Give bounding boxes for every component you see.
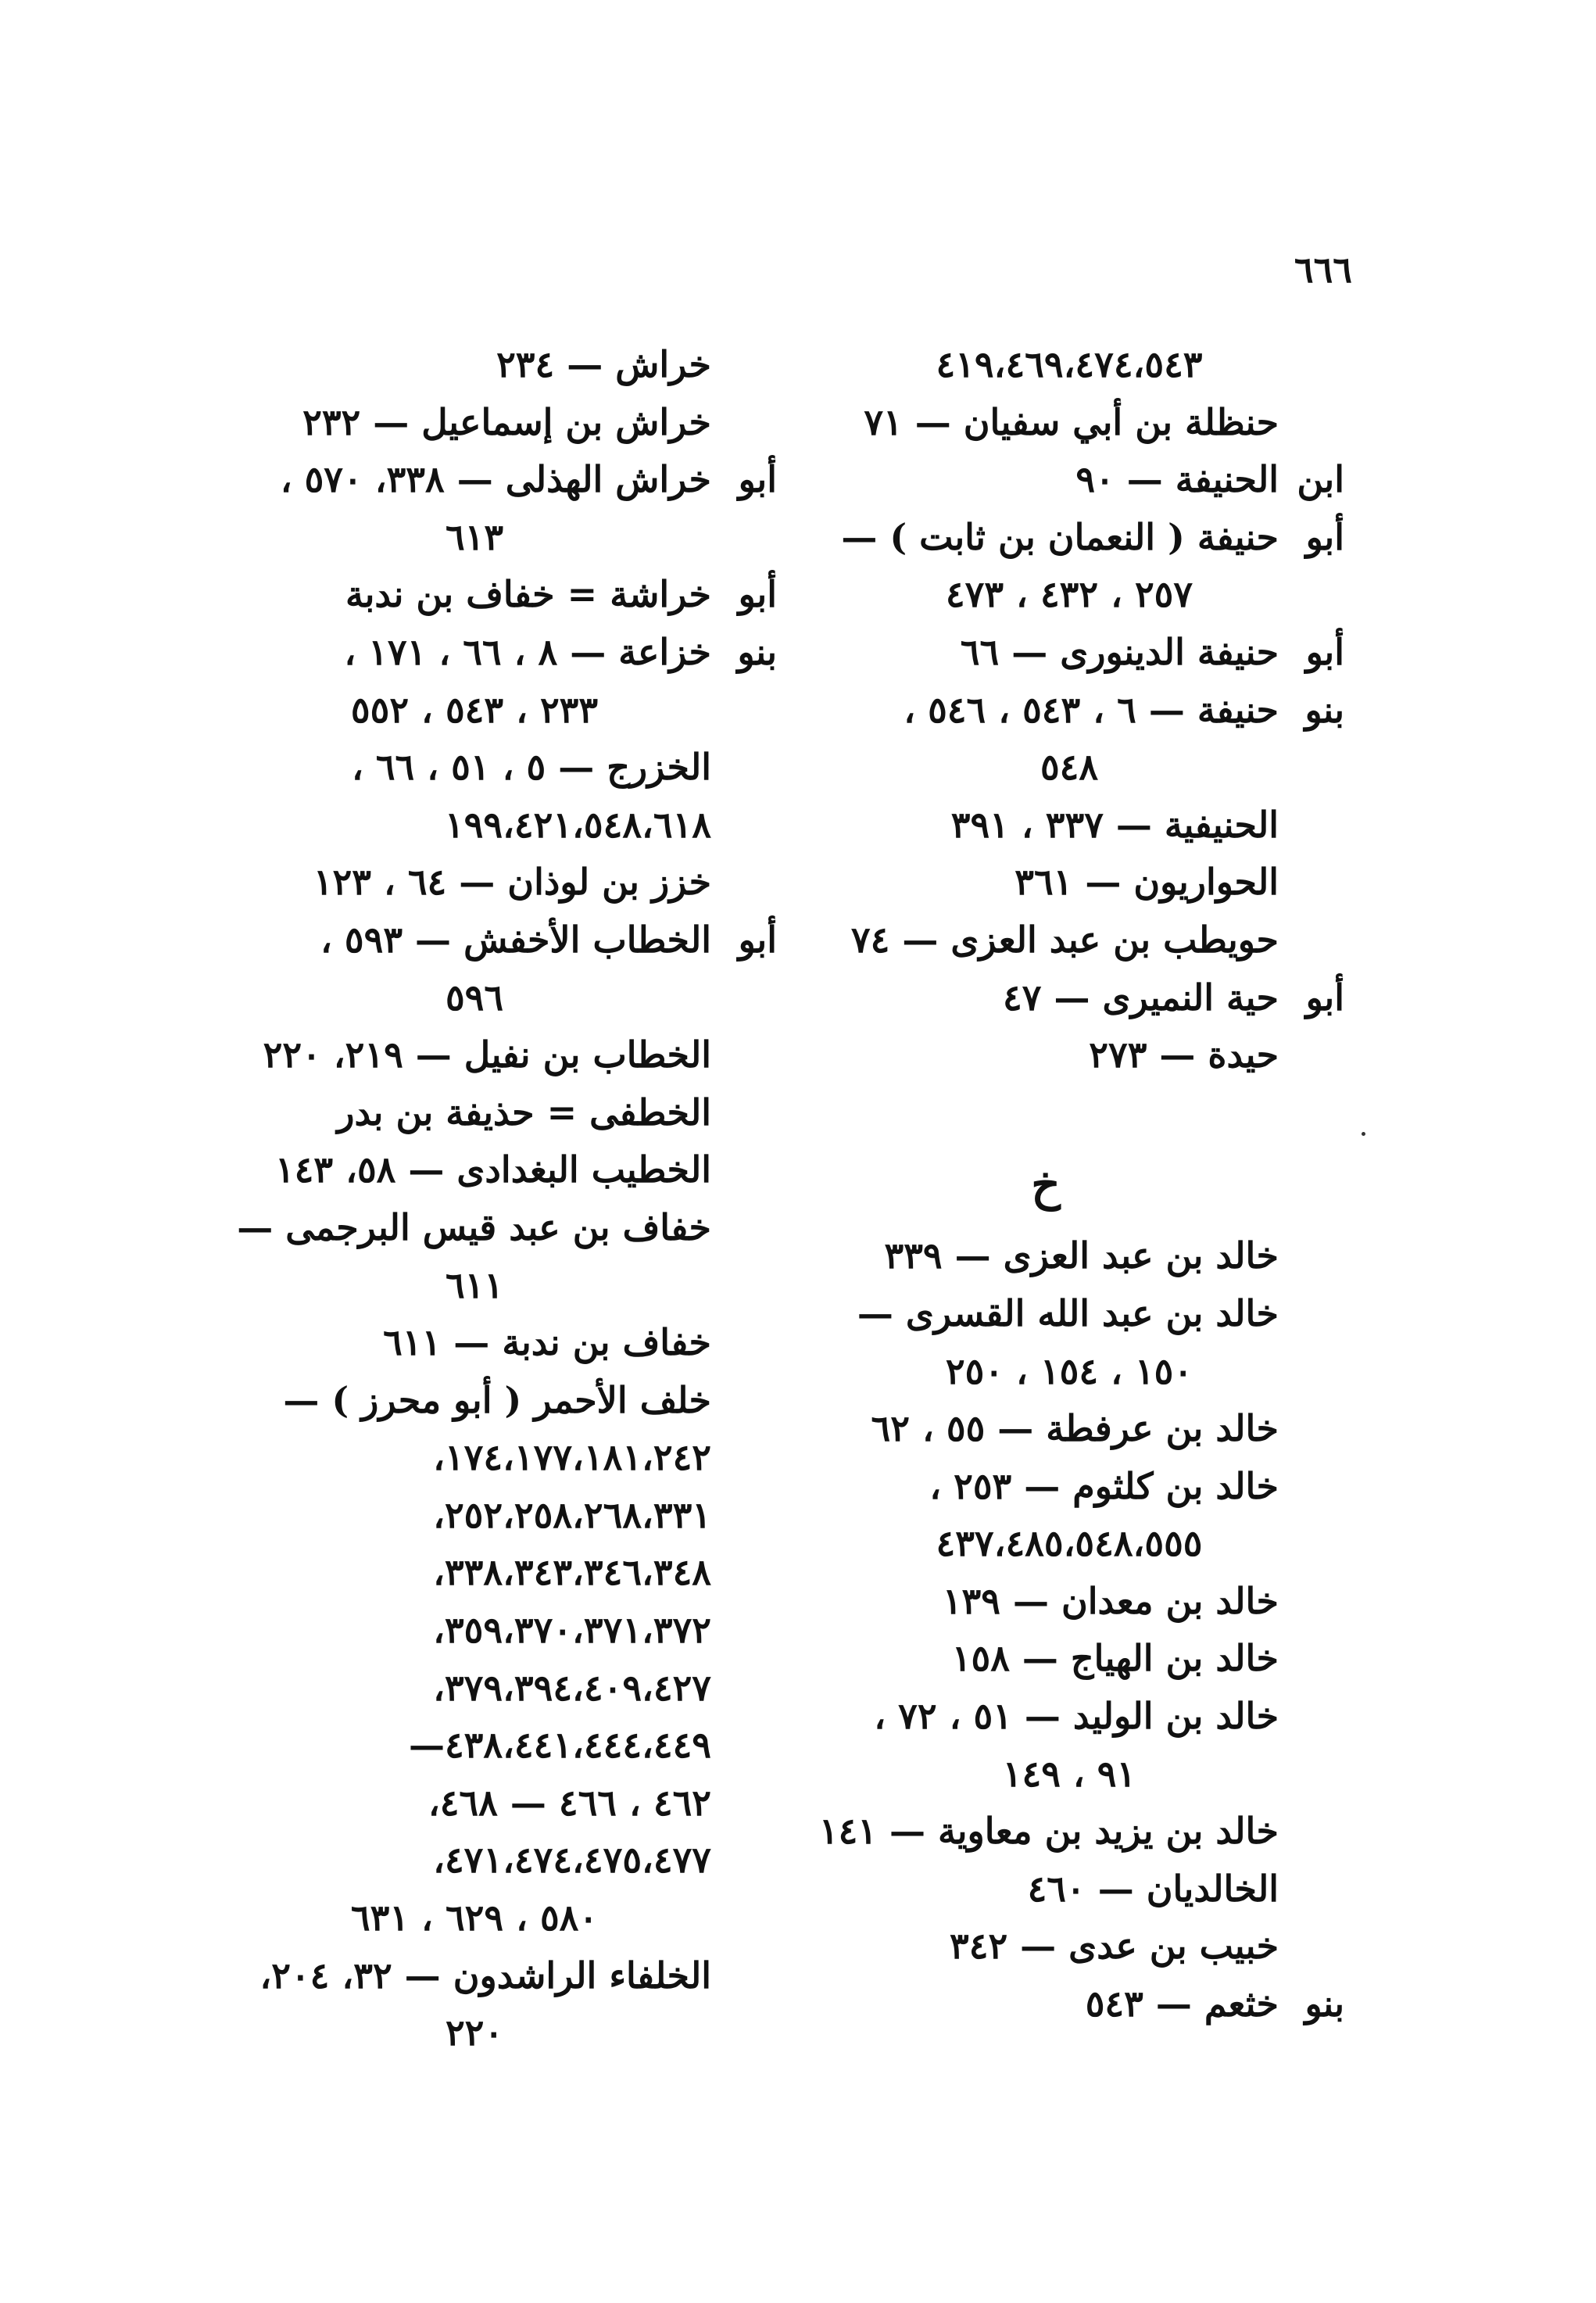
index-entry: [813, 1746, 1344, 1803]
entry-prefix: ابن: [1297, 458, 1344, 501]
index-entry: [191, 969, 777, 1027]
entry-text: ١٧٤،١٧٧،١٨١،٢٤٢،: [433, 1436, 711, 1479]
index-entry: [813, 854, 1344, 912]
index-entry: [813, 969, 1344, 1027]
entry-text: الخلفاء الراشدون — ٣٢، ٢٠٤،: [259, 1954, 711, 1997]
entry-page-refs: ١٥٠ ، ١٥٤ ، ٢٥٠: [945, 1349, 1193, 1392]
index-entry: [191, 451, 777, 509]
entry-text: خالد بن عرفطة — ٥٥ ، ٦٢: [871, 1407, 1279, 1450]
index-entry: [813, 336, 1344, 394]
entry-prefix: أبو: [738, 573, 777, 616]
index-column-left: [191, 336, 777, 2062]
index-entry: [813, 1975, 1344, 2033]
index-entry: [191, 1314, 777, 1372]
index-entry: [813, 1400, 1344, 1458]
index-entry: [813, 566, 1344, 624]
index-entry: [191, 1199, 777, 1257]
index-entry: [191, 1602, 777, 1660]
index-entry: [191, 912, 777, 969]
entry-text: حنيفة — ٦ ، ٥٤٣ ، ٥٤٦ ،: [904, 688, 1279, 731]
entry-text: خلف الأحمر ( أبو محرز ) —: [283, 1378, 711, 1421]
index-entry: [813, 1515, 1344, 1573]
entry-prefix: أبو: [1305, 515, 1344, 558]
entry-page-refs: ٦١١: [445, 1263, 504, 1306]
entry-text: الخطيب البغدادى — ٥٨، ١٤٣: [274, 1148, 711, 1191]
entry-page-refs: ٤١٩،٤٦٩،٤٧٤،٥٤٣: [936, 343, 1203, 385]
index-entry: [191, 566, 777, 624]
index-entry: [191, 1084, 777, 1142]
index-entry: [191, 1141, 777, 1199]
index-entry: [191, 1947, 777, 2005]
entry-text: حية النميرى — ٤٧: [1003, 976, 1279, 1019]
entry-page-refs: ٩١ ، ١٤٩: [1002, 1752, 1136, 1795]
section-letter-heading: خ: [1031, 1158, 1061, 1212]
index-entry: [191, 624, 777, 682]
entry-page-refs: ٢٥٧ ، ٤٣٢ ، ٤٧٣: [945, 573, 1193, 616]
entry-text: حيدة — ٢٧٣: [1089, 1033, 1279, 1076]
entry-page-refs: ٦١٣: [445, 515, 504, 558]
entry-text: ٣٧٩،٣٩٤،٤٠٩،٤٢٧،: [433, 1666, 711, 1709]
index-entry: [813, 797, 1344, 854]
entry-text: ٣٥٩،٣٧٠،٣٧١،٣٧٢،: [433, 1609, 711, 1652]
index-entry: [191, 1832, 777, 1889]
entry-text: حويطب بن عبد العزى — ٧٤: [850, 918, 1279, 961]
entries-ha: [813, 336, 1344, 1084]
index-entry: [813, 451, 1344, 509]
entry-text: خالد بن عبد الله القسرى —: [857, 1291, 1279, 1334]
entry-prefix: بنو: [737, 630, 777, 673]
entry-text: ٣٣٨،٣٤٣،٣٤٦،٣٤٨،: [433, 1551, 711, 1594]
entry-text: حنيفة ( النعمان بن ثابت ) —: [841, 515, 1279, 558]
entry-text: خفاف بن ندبة — ٦١١: [383, 1321, 711, 1364]
entries-kha-continued: [191, 336, 777, 2062]
index-entry: [813, 1688, 1344, 1746]
entry-text: الخطاب الأخفش — ٥٩٣ ،: [320, 918, 711, 961]
entry-prefix: بنو: [1304, 688, 1344, 731]
entry-text: خبيب بن عدى — ٣٤٢: [950, 1925, 1279, 1968]
index-entry: [191, 1660, 777, 1717]
entry-text: الخطفى = حذيفة بن بدر: [337, 1091, 711, 1134]
index-entry: [813, 1285, 1344, 1343]
entry-text: خالد بن كلثوم — ٢٥٣ ،: [929, 1464, 1279, 1507]
entry-text: الحنيفية — ٣٣٧ ، ٣٩١: [950, 803, 1279, 846]
index-entry: [191, 394, 777, 452]
index-entry: [191, 336, 777, 394]
page-number: ٦٦٦: [1294, 249, 1352, 291]
entry-prefix: أبو: [738, 458, 777, 501]
index-entry: [191, 1026, 777, 1084]
index-entry: [813, 624, 1344, 682]
entry-text: خالد بن يزيد بن معاوية — ١٤١: [818, 1810, 1279, 1853]
index-entry: [191, 854, 777, 912]
entries-kha: [813, 1227, 1344, 2033]
index-entry: [813, 1458, 1344, 1516]
index-entry: [191, 1257, 777, 1315]
index-entry: [813, 1803, 1344, 1861]
index-entry: [813, 509, 1344, 567]
index-entry: [191, 1889, 777, 1947]
entry-text: الحواريون — ٣٦١: [1014, 861, 1279, 904]
entry-page-refs: ٢٣٣ ، ٥٤٣ ، ٥٥٢: [350, 688, 599, 731]
entry-page-refs: ٤٣٧،٤٨٥،٥٤٨،٥٥٥: [936, 1522, 1203, 1565]
index-entry: [191, 739, 777, 797]
index-entry: [191, 1775, 777, 1832]
entry-text: ٤٣٨،٤٤١،٤٤٤،٤٤٩—: [408, 1724, 711, 1767]
index-entry: [813, 739, 1344, 797]
section-spacer: [813, 1084, 1344, 1142]
index-entry: [191, 509, 777, 567]
entry-text: خراش بن إسماعيل — ٢٣٢: [302, 400, 711, 443]
entry-page-refs: ٢٢٠: [445, 2011, 504, 2054]
entry-text: الحنيفة — ٩٠: [1075, 458, 1279, 501]
index-column-right: [813, 336, 1344, 2033]
entry-prefix: بنو: [1304, 1982, 1344, 2025]
index-entry: [813, 394, 1344, 452]
entry-text: خالد بن الوليد — ٥١ ، ٧٢ ،: [874, 1695, 1279, 1738]
index-entry: [813, 1918, 1344, 1975]
entry-text: خالد بن الهياج — ١٥٨: [951, 1637, 1279, 1680]
index-entry: [191, 682, 777, 740]
entry-text: خزاعة — ٨ ، ٦٦ ، ١٧١ ،: [344, 630, 711, 673]
index-entry: [191, 1429, 777, 1487]
entry-prefix: أبو: [738, 918, 777, 961]
entry-text: الخطاب بن نفيل — ٢١٩، ٢٢٠: [263, 1033, 711, 1076]
entry-text: خثعم — ٥٤٣: [1085, 1982, 1279, 2025]
entry-text: خالد بن عبد العزى — ٣٣٩: [884, 1234, 1279, 1277]
entry-page-refs: ٥٩٦: [445, 976, 504, 1019]
margin-speck: [1362, 1132, 1365, 1136]
entry-text: حنظلة بن أبي سفيان — ٧١: [864, 400, 1279, 443]
entry-text: ٤٦٢ ، ٤٦٦ — ٤٦٨،: [428, 1781, 711, 1824]
entry-text: الخالديان — ٤٦٠: [1027, 1867, 1279, 1910]
entry-prefix: أبو: [1305, 630, 1344, 673]
index-entry: [191, 797, 777, 854]
entry-text: ٤٧١،٤٧٤،٤٧٥،٤٧٧،: [433, 1839, 711, 1882]
entry-text: الخزرج — ٥ ، ٥١ ، ٦٦ ،: [351, 746, 711, 789]
index-entry: [813, 1861, 1344, 1918]
index-entry: [813, 1026, 1344, 1084]
entry-text: خراش الهذلى — ٣٣٨، ٥٧٠ ،: [280, 458, 711, 501]
index-entry: [813, 1573, 1344, 1631]
index-entry: [813, 912, 1344, 969]
entry-text: خراشة = خفاف بن ندبة: [345, 573, 711, 616]
index-entry: [191, 1487, 777, 1545]
index-entry: [813, 682, 1344, 740]
entry-text: خفاف بن عبد قيس البرجمى —: [237, 1205, 711, 1248]
entry-prefix: أبو: [1305, 976, 1344, 1019]
entry-text: ٢٥٢،٢٥٨،٢٦٨،٣٣١،: [433, 1493, 711, 1536]
entry-page-refs: ٥٨٠ ، ٦٢٩ ، ٦٣١: [350, 1896, 599, 1939]
index-entry: [813, 1630, 1344, 1688]
index-entry: [813, 1227, 1344, 1285]
entry-text: ١٩٩،٤٢١،٥٤٨،٦١٨: [444, 803, 711, 846]
entry-text: خزز بن لوذان — ٦٤ ، ١٢٣: [313, 861, 711, 904]
index-entry: [191, 2004, 777, 2062]
entry-page-refs: ٥٤٨: [1040, 746, 1099, 789]
entry-text: حنيفة الدينورى — ٦٦: [960, 630, 1279, 673]
entry-text: خراش — ٢٣٤: [496, 343, 711, 385]
index-entry: [813, 1343, 1344, 1401]
index-entry: [191, 1717, 777, 1775]
index-entry: [191, 1544, 777, 1602]
entry-text: خالد بن معدان — ١٣٩: [942, 1579, 1279, 1622]
index-entry: [191, 1372, 777, 1430]
